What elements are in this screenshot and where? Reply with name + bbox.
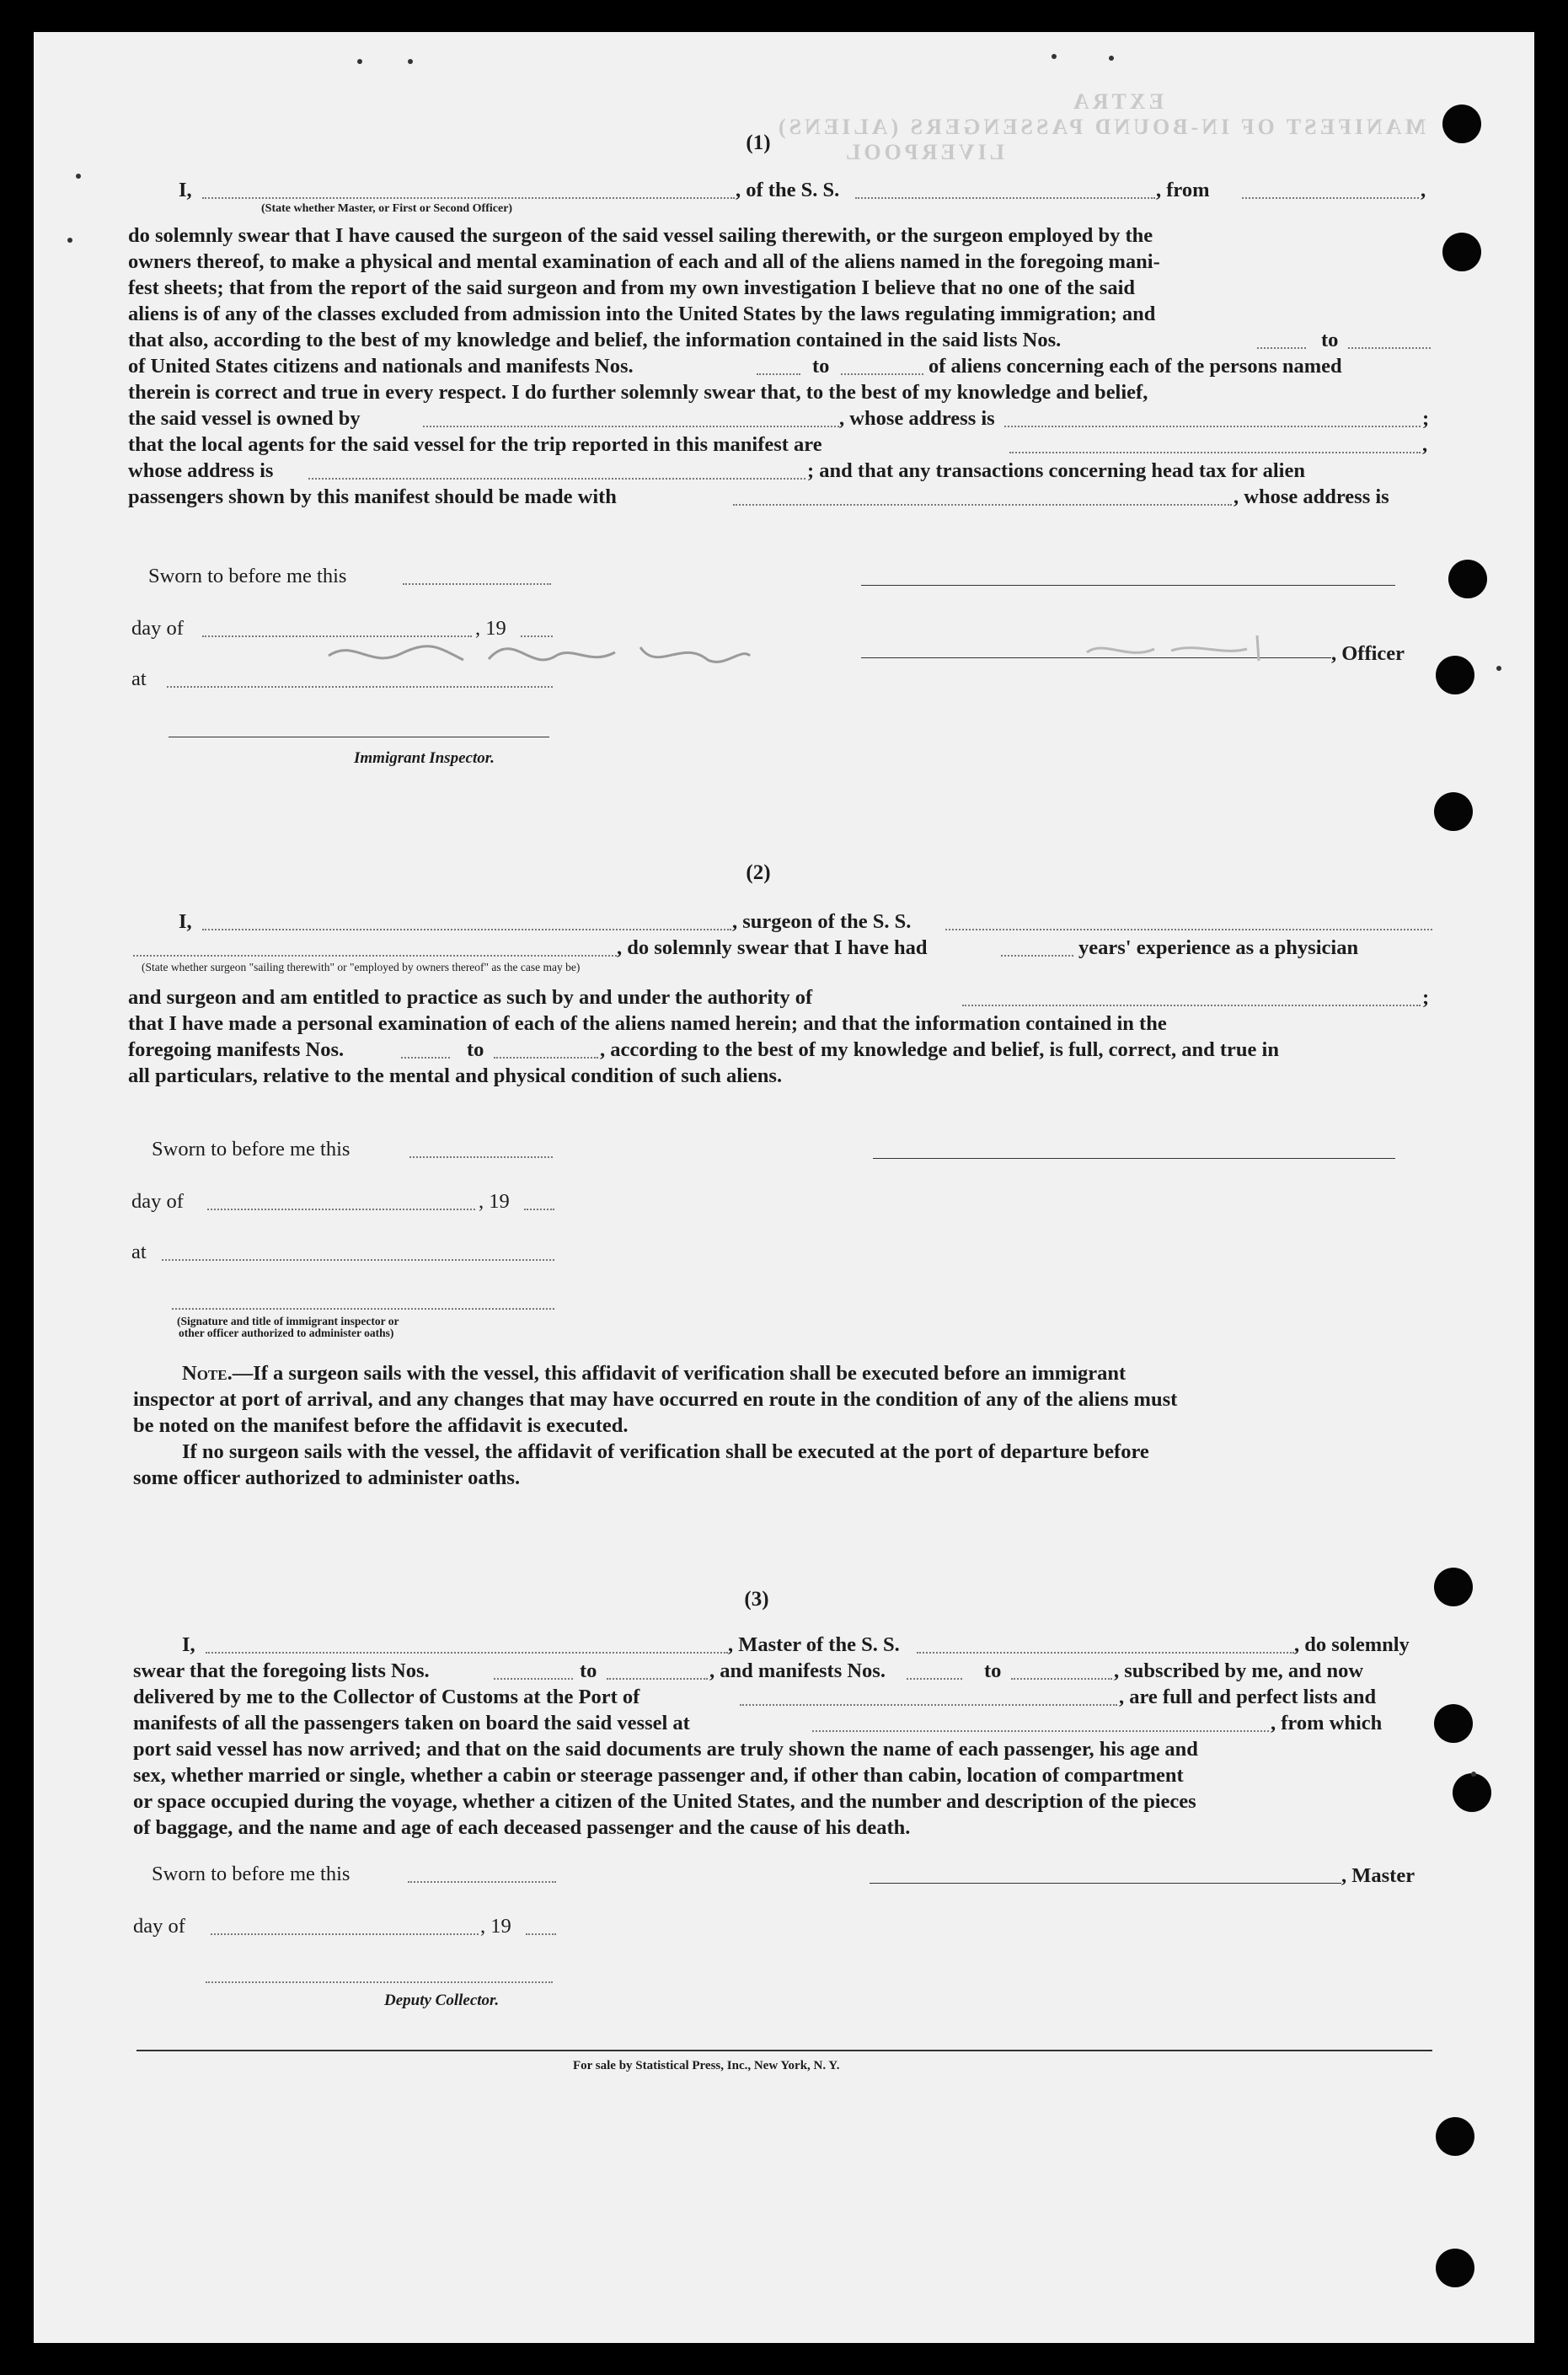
s2-capacity-caption: (State whether surgeon "sailing therewith" or "employed by owners thereof" as the case may be)	[142, 961, 581, 973]
s3-year-label: , 19	[480, 1915, 511, 1938]
note-line-2: inspector at port of arrival, and any changes that may have occurred en route in the condition of any of the aliens must	[133, 1388, 1178, 1411]
s3-collector-signature-field[interactable]	[206, 1981, 553, 1983]
s3-line-2b: , and manifests Nos.	[709, 1659, 886, 1682]
s1-whose-address-2: whose address is	[128, 459, 274, 482]
s2-surgeon-of-ss: , surgeon of the S. S.	[732, 910, 912, 933]
s1-signature-line[interactable]	[861, 585, 1395, 586]
note-line-4: If no surgeon sails with the vessel, the affidavit of verification shall be executed at the port of departure before	[182, 1440, 1149, 1463]
s1-sworn-date-field[interactable]	[403, 583, 551, 585]
s1-i-label: I,	[179, 179, 192, 201]
s3-rest-line-4: of baggage, and the name and age of each deceased passenger and the cause of his death.	[133, 1816, 911, 1839]
s1-officer-label: , Officer	[1331, 642, 1405, 665]
s3-rest-line-2: sex, whether married or single, whether a cabin or steerage passenger and, if other than cabin, location of compartment	[133, 1764, 1184, 1787]
s3-name-field[interactable]	[206, 1652, 728, 1654]
note-line-3: be noted on the manifest before the affidavit is executed.	[133, 1414, 629, 1437]
s3-rest-line-3: or space occupied during the voyage, whether a citizen of the United States, and the number and description of the pieces	[133, 1790, 1196, 1813]
s3-line-2-to-2: to	[984, 1659, 1002, 1682]
s1-at-field[interactable]	[167, 686, 553, 688]
s3-collector-caption: Deputy Collector.	[384, 1992, 500, 2009]
speck	[1496, 666, 1501, 671]
s2-line-5b: , according to the best of my knowledge and belief, is full, correct, and true in	[600, 1038, 1279, 1061]
s1-year-label: , 19	[475, 617, 506, 640]
s1-to-2: to	[812, 355, 830, 378]
s1-semicolon: ;	[1422, 407, 1430, 430]
s3-sworn-date-field[interactable]	[408, 1881, 556, 1883]
s3-line-3b: , are full and perfect lists and	[1119, 1686, 1377, 1708]
speck	[1471, 1772, 1476, 1777]
s1-oath-line-5: that also, according to the best of my knowledge and belief, the information contained in the said lists Nos.	[128, 329, 1062, 351]
s3-port-field[interactable]	[740, 1704, 1117, 1706]
s3-line-4b: , from which	[1271, 1712, 1383, 1734]
footer-rule	[136, 2050, 1432, 2051]
s2-years-exp: years' experience as a physician	[1078, 936, 1359, 959]
s2-line-5a: foregoing manifests Nos.	[128, 1038, 345, 1061]
speck	[357, 59, 362, 64]
s1-manifests-to-field[interactable]	[841, 373, 923, 375]
s1-whose-address-1: , whose address is	[839, 407, 995, 430]
s1-manifests-from-field[interactable]	[757, 373, 800, 375]
s1-rank-caption: (State whether Master, or First or Second Officer)	[261, 202, 513, 215]
s2-at-label: at	[131, 1241, 147, 1263]
document-page	[34, 32, 1534, 2343]
note-line-5: some officer authorized to administer oaths.	[133, 1466, 521, 1489]
s1-whose-address-3: , whose address is	[1234, 485, 1389, 508]
s1-inspector-caption: Immigrant Inspector.	[354, 749, 495, 767]
bleed-through-mark: EXTRA	[1070, 89, 1164, 114]
s1-agents-line: that the local agents for the said vessel for the trip reported in this manifest are	[128, 433, 822, 456]
s2-manifests-to-field[interactable]	[494, 1057, 598, 1059]
s1-head-tax-line: passengers shown by this manifest should be made with	[128, 485, 617, 508]
s1-agents-address-field[interactable]	[308, 478, 805, 480]
s2-signature-field[interactable]	[172, 1308, 554, 1310]
s1-faint-officer-signature	[1078, 627, 1281, 669]
s2-capacity-field[interactable]	[133, 955, 617, 957]
note-label: Note.	[182, 1362, 233, 1385]
s3-sworn-label: Sworn to before me this	[152, 1863, 351, 1885]
s3-day-of-label: day of	[133, 1915, 185, 1938]
s1-oath-line-3: fest sheets; that from the report of the said surgeon and from my own investigation I believe that no one of the said	[128, 276, 1135, 299]
s2-do-solemnly: , do solemnly swear that I have had	[617, 936, 928, 959]
punch-hole-2	[1442, 233, 1481, 271]
s3-line-2-to-1: to	[580, 1659, 597, 1682]
s1-owner-address-field[interactable]	[1004, 426, 1421, 427]
punch-hole-5	[1434, 792, 1473, 831]
s2-sig-caption-2: other officer authorized to administer oaths)	[179, 1327, 394, 1339]
s1-from-field[interactable]	[1242, 197, 1419, 199]
s3-lists-from-field[interactable]	[494, 1678, 573, 1680]
punch-hole-6	[1434, 1568, 1473, 1606]
s1-head-tax: ; and that any transactions concerning head tax for alien	[807, 459, 1305, 482]
s3-line-2a: swear that the foregoing lists Nos.	[133, 1659, 430, 1682]
section-1-heading: (1)	[746, 131, 771, 154]
s1-vessel-field[interactable]	[855, 197, 1155, 199]
punch-hole-10	[1436, 2249, 1474, 2287]
s3-master-signature-line[interactable]	[870, 1883, 1341, 1884]
s3-do-solemnly: , do solemnly	[1294, 1633, 1410, 1656]
s1-agents-field[interactable]	[1009, 452, 1421, 453]
s3-i-label: I,	[182, 1633, 195, 1656]
s2-vessel-field[interactable]	[945, 929, 1432, 930]
punch-hole-7	[1434, 1704, 1473, 1743]
s2-line-4: that I have made a personal examination of each of the aliens named herein; and that the information contained in the	[128, 1012, 1167, 1035]
s1-sworn-label: Sworn to before me this	[148, 565, 347, 587]
speck	[1109, 56, 1114, 61]
s1-oath-line-6: of United States citizens and nationals and manifests Nos.	[128, 355, 634, 378]
punch-hole-9	[1436, 2117, 1474, 2156]
s3-lists-to-field[interactable]	[607, 1678, 708, 1680]
s1-to-1: to	[1321, 329, 1339, 351]
punch-hole-3	[1448, 560, 1487, 598]
s1-at-label: at	[131, 667, 147, 690]
s2-line-6: all particulars, relative to the mental and physical condition of such aliens.	[128, 1064, 783, 1087]
s2-i-label: I,	[179, 910, 192, 933]
note-line-1: —If a surgeon sails with the vessel, this affidavit of verification shall be executed before an immigrant	[232, 1362, 1126, 1385]
s1-oath-line-4: aliens is of any of the classes excluded from admission into the United States by the laws regulating immigration; and	[128, 303, 1156, 325]
s1-agents-comma: ,	[1422, 433, 1428, 456]
s1-oath-line-1: do solemnly swear that I have caused the surgeon of the said vessel sailing therewith, or the surgeon employed by the	[128, 224, 1153, 247]
bleed-through-port: LIVERPOOL	[843, 140, 1005, 164]
s2-sig-caption-1: (Signature and title of immigrant inspector or	[177, 1315, 399, 1327]
s1-of-ss-label: , of the S. S.	[736, 179, 840, 201]
s2-name-field[interactable]	[202, 929, 731, 930]
s2-line-5-to: to	[467, 1038, 484, 1061]
s1-lists-from-field[interactable]	[1257, 347, 1306, 349]
s3-master-of-ss: , Master of the S. S.	[728, 1633, 900, 1656]
s3-line-4a: manifests of all the passengers taken on board the said vessel at	[133, 1712, 690, 1734]
s2-day-of-label: day of	[131, 1190, 184, 1213]
s3-manifests-to-field[interactable]	[1011, 1678, 1112, 1680]
punch-hole-8	[1453, 1773, 1491, 1812]
s2-authority-field[interactable]	[962, 1005, 1421, 1006]
speck	[76, 174, 81, 179]
s2-signature-line[interactable]	[873, 1158, 1395, 1159]
s1-lists-to-field[interactable]	[1348, 347, 1431, 349]
s1-from-label: , from	[1156, 179, 1210, 201]
s1-owned-by: the said vessel is owned by	[128, 407, 361, 430]
s2-line-3: and surgeon and am entitled to practice as such by and under the authority of	[128, 986, 813, 1009]
s1-head-tax-agent-field[interactable]	[733, 504, 1232, 506]
s3-year-field[interactable]	[526, 1933, 556, 1935]
bleed-through-title: MANIFEST OF IN-BOUND PASSENGERS (ALIENS)	[775, 115, 1426, 139]
s2-year-field[interactable]	[524, 1209, 554, 1210]
footer-printer: For sale by Statistical Press, Inc., New York, N. Y.	[573, 2059, 840, 2072]
s1-of-aliens: of aliens concerning each of the persons named	[928, 355, 1342, 378]
s1-oath-line-7: therein is correct and true in every respect. I do further solemnly swear that, to the best of my knowledge and belief,	[128, 381, 1148, 404]
s1-name-field[interactable]	[202, 197, 735, 199]
s3-master-label: , Master	[1341, 1864, 1415, 1887]
s2-day-of-field[interactable]	[207, 1209, 475, 1210]
s3-boarded-at-field[interactable]	[812, 1730, 1269, 1732]
s1-day-of-label: day of	[131, 617, 184, 640]
s2-year-label: , 19	[479, 1190, 510, 1213]
s2-sworn-date-field[interactable]	[409, 1156, 553, 1158]
s2-line-3-end: ;	[1422, 986, 1430, 1009]
section-3-heading: (3)	[744, 1588, 769, 1611]
s3-day-of-field[interactable]	[211, 1933, 479, 1935]
s1-owner-field[interactable]	[423, 426, 839, 427]
speck	[408, 59, 413, 64]
s2-at-field[interactable]	[162, 1259, 554, 1261]
s2-manifests-from-field[interactable]	[401, 1057, 450, 1059]
s1-faint-signature	[320, 622, 758, 681]
s3-line-3a: delivered by me to the Collector of Customs at the Port of	[133, 1686, 640, 1708]
s3-vessel-field[interactable]	[917, 1652, 1294, 1654]
s1-oath-line-2: owners thereof, to make a physical and mental examination of each and all of the aliens named in the foregoing mani-	[128, 250, 1160, 273]
s3-rest-line-1: port said vessel has now arrived; and that on the said documents are truly shown the name of each passenger, his age and	[133, 1738, 1198, 1761]
punch-hole-1	[1442, 105, 1481, 143]
speck	[1052, 54, 1057, 59]
s3-line-2c: , subscribed by me, and now	[1114, 1659, 1364, 1682]
note-text-1	[182, 1360, 1126, 1386]
s2-sworn-label: Sworn to before me this	[152, 1138, 351, 1161]
section-2-heading: (2)	[746, 861, 771, 884]
s1-comma: ,	[1421, 179, 1426, 201]
punch-hole-4	[1436, 656, 1474, 694]
speck	[67, 238, 72, 243]
s3-manifests-from-field[interactable]	[907, 1678, 962, 1680]
s2-years-field[interactable]	[1001, 955, 1073, 957]
